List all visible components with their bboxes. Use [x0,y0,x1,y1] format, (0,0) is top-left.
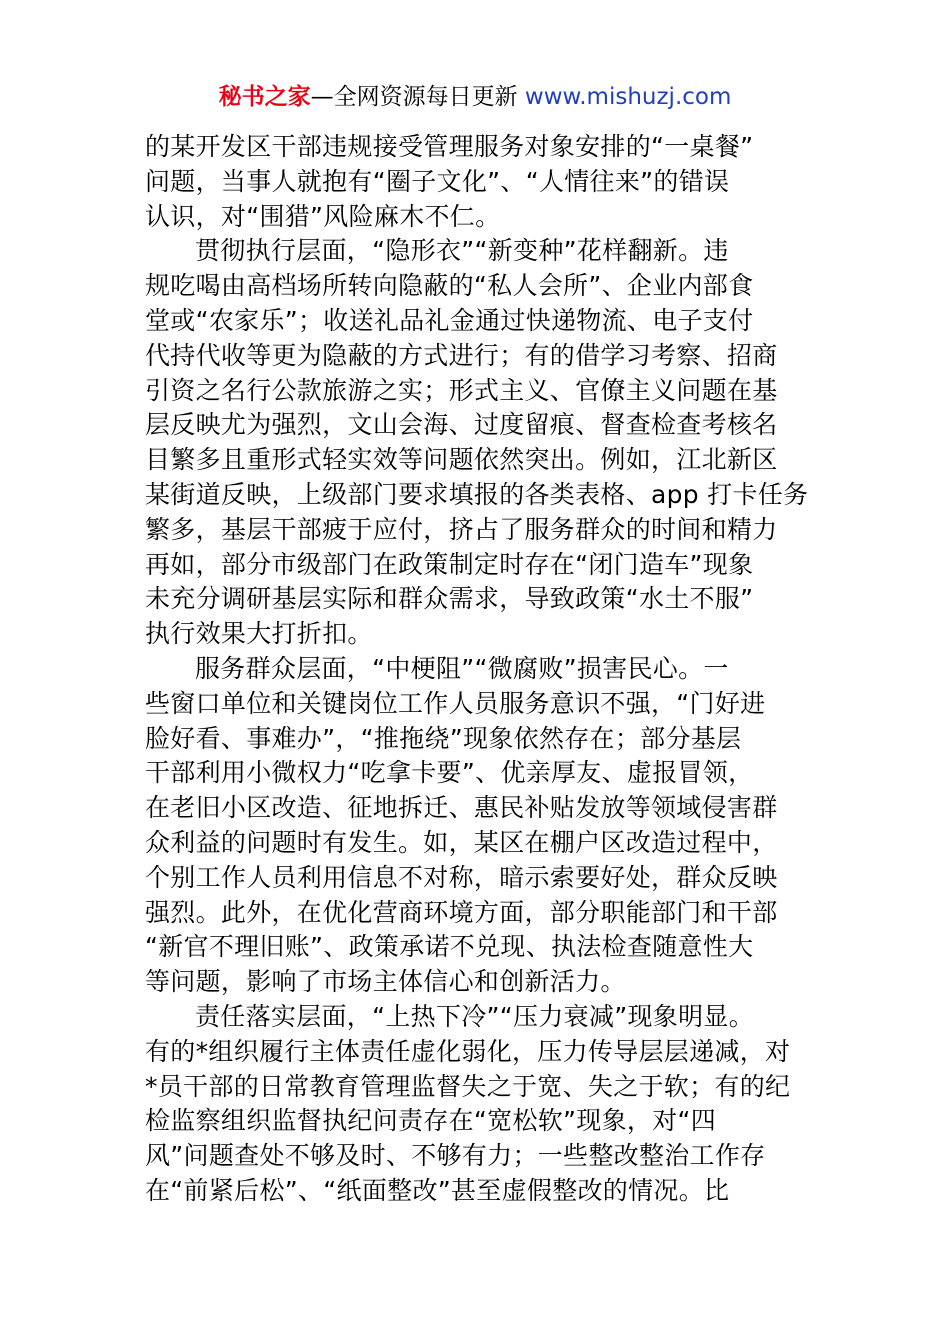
text-line: *员干部的日常教育管理监督失之于宽、失之于软；有的纪 [145,1071,791,1101]
text-line: 认识，对“围猎”风险麻木不仁。 [145,201,501,231]
text-line: 引资之名行公款旅游之实；形式主义、官僚主义问题在基 [145,375,778,405]
text-line: 繁多，基层干部疲于应付，挤占了服务群众的时间和精力 [145,514,778,544]
text-line: 服务群众层面，“中梗阻”“微腐败”损害民心。一 [195,653,729,683]
text-line: 在“前紧后松”、“纸面整改”甚至虚假整改的情况。比 [145,1175,730,1205]
text-line: 的某开发区干部违规接受管理服务对象安排的“一桌餐” [145,132,754,161]
text-line: 检监察组织监督执纪问责存在“宽松软”现象，对“四 [145,1106,717,1136]
text-line: 在老旧小区改造、征地拆迁、惠民补贴发放等领域侵害群 [145,793,778,823]
text-line: 规吃喝由高档场所转向隐蔽的“私人会所”、企业内部食 [145,271,754,301]
paragraph [145,652,825,1000]
site-brand: 秘书之家 [218,84,311,110]
text-line: 众利益的问题时有发生。如，某区在棚户区改造过程中， [145,827,778,857]
text-line: 脸好看、事难办”，“推拖绕”现象依然存在；部分基层 [145,723,742,753]
text-line: 有的*组织履行主体责任虚化弱化，压力传导层层递减，对 [145,1036,791,1066]
document-body [145,130,825,1209]
text-line: 强烈。此外，在优化营商环境方面，部分职能部门和干部 [145,897,778,927]
text-line: 等问题，影响了市场主体信心和创新活力。 [145,967,626,997]
text-line: “新官不理旧账”、政策承诺不兑现、执法检查随意性大 [145,932,754,962]
text-line: 某街道反映，上级部门要求填报的各类表格、app 打卡任务 [145,479,809,509]
paragraph [145,1000,825,1209]
text-line: 目繁多且重形式轻实效等问题依然突出。例如，江北新区 [145,445,778,475]
text-line: 责任落实层面，“上热下冷”“压力衰减”现象明显。 [195,1001,755,1031]
site-tagline: —全网资源每日更新 [310,84,518,110]
text-line: 贯彻执行层面，“隐形衣”“新变种”花样翻新。违 [195,236,729,266]
text-line: 堂或“农家乐”；收送礼品礼金通过快递物流、电子支付 [145,305,754,335]
paragraph [145,130,825,234]
text-line: 层反映尤为强烈，文山会海、过度留痕、督查检查考核名 [145,410,778,440]
text-line: 问题，当事人就抱有“圈子文化”、“人情往来”的错误 [145,166,730,196]
site-url-link[interactable]: www.mishuzj.com [524,84,732,110]
text-line: 代持代收等更为隐蔽的方式进行；有的借学习考察、招商 [145,340,778,370]
text-line: 再如，部分市级部门在政策制定时存在“闭门造车”现象 [145,549,754,579]
paragraph [145,234,825,652]
text-line: 执行效果大打折扣。 [145,619,373,649]
text-line: 未充分调研基层实际和群众需求，导致政策“水土不服” [145,584,754,614]
text-line: 些窗口单位和关键岗位工作人员服务意识不强，“门好进 [145,688,766,718]
text-line: 干部利用小微权力“吃拿卡要”、优亲厚友、虚报冒领， [145,758,754,788]
text-line: 风”问题查处不够及时、不够有力；一些整改整治工作存 [145,1141,766,1171]
site-header [0,80,950,114]
text-line: 个别工作人员利用信息不对称，暗示索要好处，群众反映 [145,862,778,892]
